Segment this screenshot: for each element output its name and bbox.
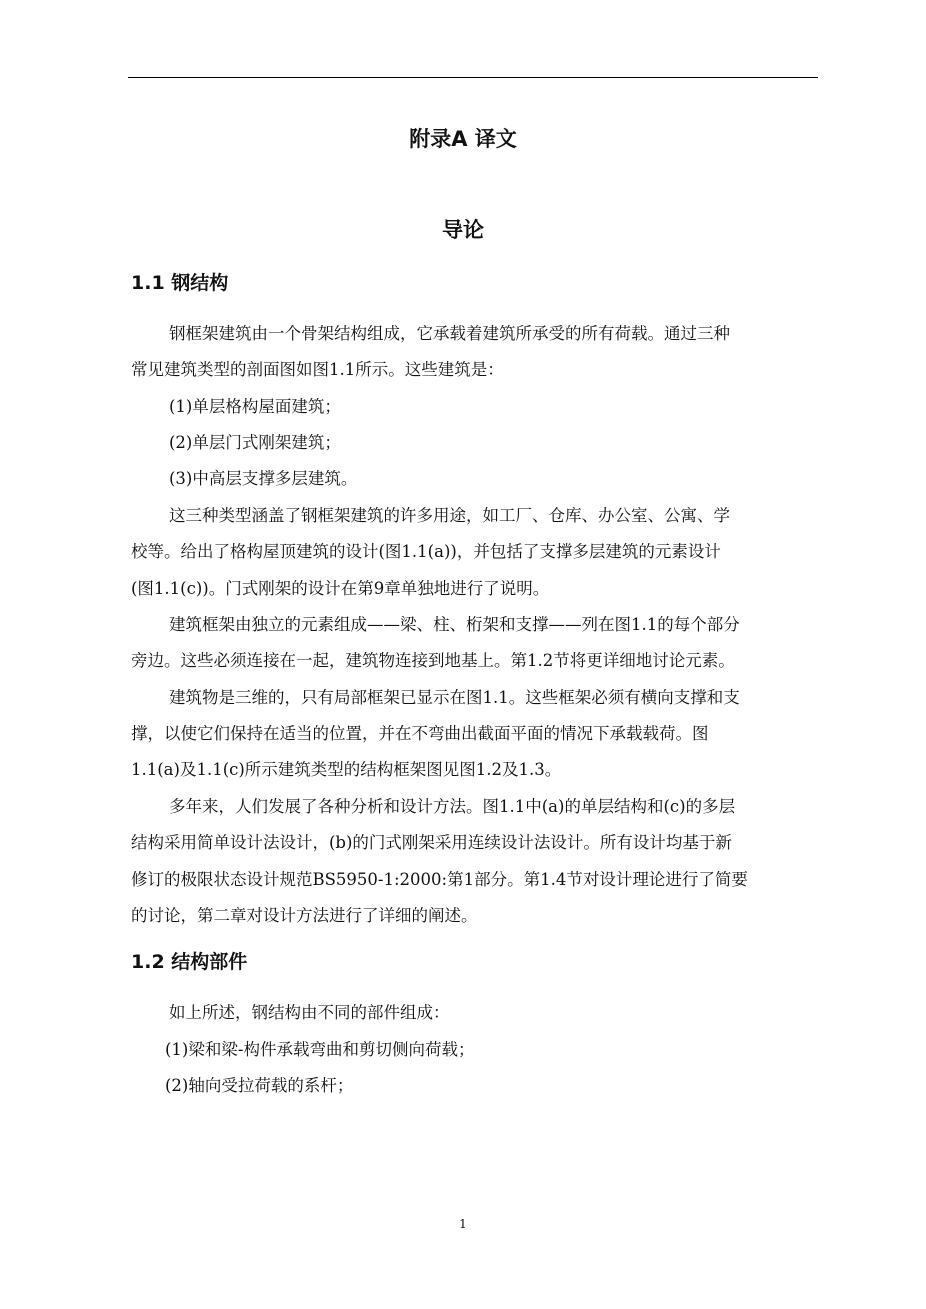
paragraph-line: 修订的极限状态设计规范BS5950-1:2000:第1部分。第1.4节对设计理论进行了简要: [131, 870, 748, 889]
paragraph-line: 钢框架建筑由一个骨架结构组成，它承载着建筑所承受的所有荷载。通过三种: [169, 324, 730, 343]
list-item: (1)单层格构屋面建筑；: [169, 397, 341, 416]
paragraph-line: 如上所述，钢结构由不同的部件组成：: [169, 1003, 450, 1022]
paragraph-line: 1.1(a)及1.1(c)所示建筑类型的结构框架图见图1.2及1.3。: [131, 760, 562, 779]
page-number: 1: [459, 1217, 467, 1231]
list-item: (1)梁和梁-构件承载弯曲和剪切侧向荷载；: [165, 1040, 475, 1059]
paragraph-line: 结构采用简单设计法设计，(b)的门式刚架采用连续设计法设计。所有设计均基于新: [131, 833, 732, 852]
header-rule: [128, 77, 818, 78]
intro-title: 导论: [442, 218, 484, 242]
paragraph-line: 旁边。这些必须连接在一起，建筑物连接到地基上。第1.2节将更详细地讨论元素。: [131, 651, 735, 670]
paragraph-line: 常见建筑类型的剖面图如图1.1所示。这些建筑是：: [131, 360, 504, 379]
section-heading: 1.2 结构部件: [131, 951, 248, 973]
appendix-title: 附录A 译文: [409, 127, 517, 151]
paragraph-line: 建筑物是三维的，只有局部框架已显示在图1.1。这些框架必须有横向支撑和支: [169, 688, 740, 707]
paragraph-line: 多年来，人们发展了各种分析和设计方法。图1.1中(a)的单层结构和(c)的多层: [169, 797, 736, 816]
list-item: (2)单层门式刚架建筑；: [169, 433, 341, 452]
list-item: (3)中高层支撑多层建筑。: [169, 469, 358, 488]
paragraph-line: (图1.1(c))。门式刚架的设计在第9章单独地进行了说明。: [131, 579, 550, 598]
paragraph-line: 建筑框架由独立的元素组成——梁、柱、桁架和支撑——列在图1.1的每个部分: [169, 615, 740, 634]
section-heading: 1.1 钢结构: [131, 272, 229, 294]
paragraph-line: 校等。给出了格构屋顶建筑的设计(图1.1(a))，并包括了支撑多层建筑的元素设计: [131, 542, 721, 561]
paragraph-line: 撑，以使它们保持在适当的位置，并在不弯曲出截面平面的情况下承载载荷。图: [131, 724, 709, 743]
paragraph-line: 这三种类型涵盖了钢框架建筑的许多用途，如工厂、仓库、办公室、公寓、学: [169, 506, 730, 525]
list-item: (2)轴向受拉荷载的系杆；: [165, 1076, 354, 1095]
paragraph-line: 的讨论，第二章对设计方法进行了详细的阐述。: [131, 906, 478, 925]
